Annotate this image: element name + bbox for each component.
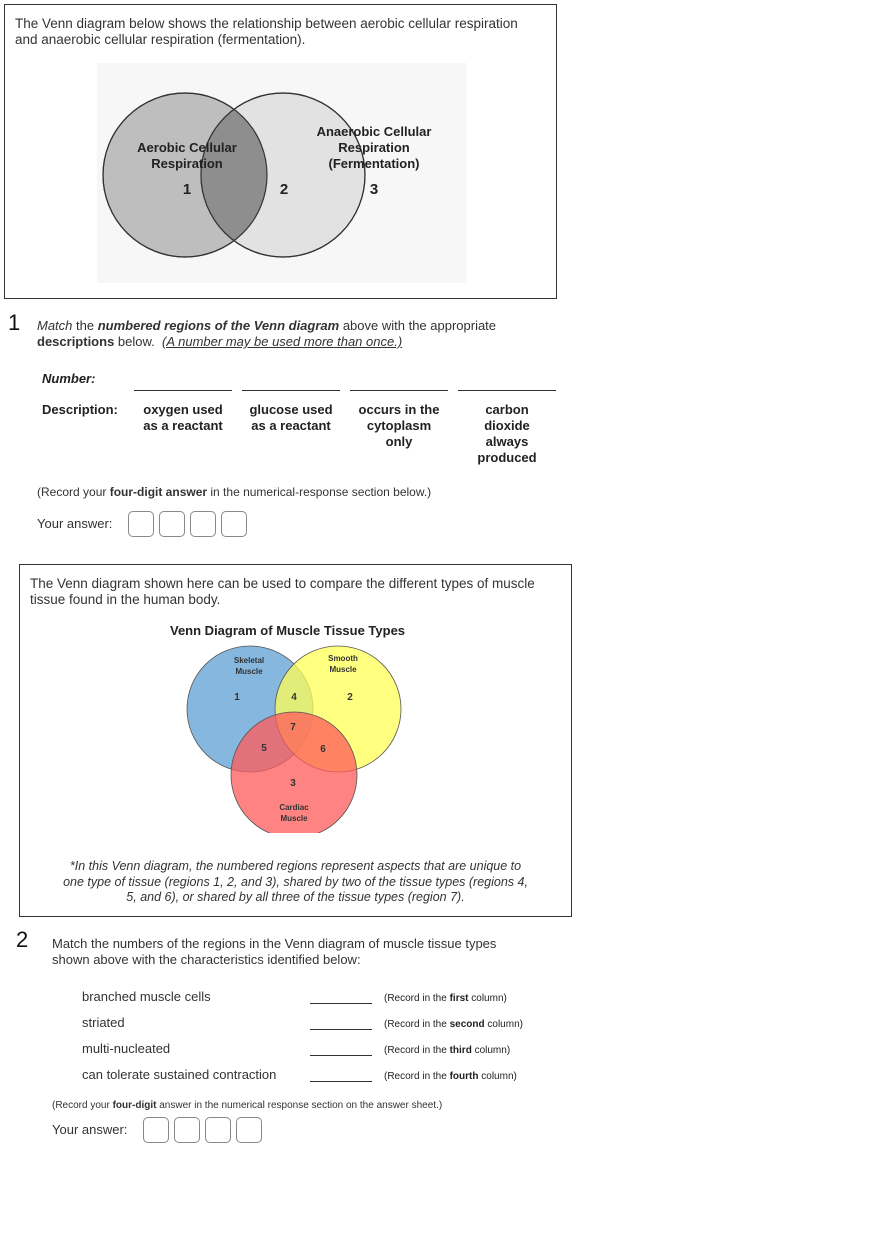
q1-info-box xyxy=(4,4,557,299)
q2-intro-line1: The Venn diagram shown here can be used to compare the different types of muscle xyxy=(30,576,535,591)
q2-row-1-note-post: column) xyxy=(468,993,507,1004)
q2-row-4-note xyxy=(384,1071,517,1082)
q1-intro-line1: The Venn diagram below shows the relationship between aerobic cellular respiration xyxy=(15,16,518,31)
q1-description-label: Description: xyxy=(42,402,118,417)
q2-row-2-label: striated xyxy=(82,1015,125,1030)
q2-row-3-note xyxy=(384,1045,510,1056)
q1-reuse-note: (A number may be used more than once.) xyxy=(162,334,403,349)
venn2-footnote xyxy=(28,859,563,906)
q2-row-2-note xyxy=(384,1019,523,1030)
venn2-cardiac-label-1: Cardiac xyxy=(279,803,309,812)
venn1-right-label-2: Respiration xyxy=(338,140,410,155)
q2-row-1-blank xyxy=(310,1003,372,1004)
q1-description-3 xyxy=(350,402,448,450)
q2-row-3-note-pre: (Record in the xyxy=(384,1045,450,1056)
q2-answer-digit-3[interactable] xyxy=(205,1117,231,1143)
venn2-smooth-label-1: Smooth xyxy=(328,654,358,663)
venn-diagram-muscle xyxy=(180,643,410,833)
venn1-right-label-1: Anaerobic Cellular xyxy=(316,124,432,139)
q2-info-box xyxy=(19,564,572,917)
q2-row-4-label: can tolerate sustained contraction xyxy=(82,1067,277,1082)
q1-desc3-line1: occurs in the xyxy=(358,402,440,417)
q2-intro-line2: tissue found in the human body. xyxy=(30,592,221,607)
q2-row-1-note xyxy=(384,993,507,1004)
q1-answer-digit-3[interactable] xyxy=(190,511,216,537)
q1-blank-3 xyxy=(350,390,448,391)
q1-record-pre: (Record your xyxy=(37,485,110,499)
venn2-note-line1: *In this Venn diagram, the numbered regions represent aspects that are unique to xyxy=(69,859,522,873)
q2-answer-digit-1[interactable] xyxy=(143,1117,169,1143)
q2-row-1-note-bold: first xyxy=(449,993,469,1004)
q2-row-4-note-bold: fourth xyxy=(449,1071,479,1082)
q1-desc1-line1: oxygen used xyxy=(143,402,223,417)
q1-blank-1 xyxy=(134,390,232,391)
q1-blank-4 xyxy=(458,390,556,391)
venn2-smooth-label-2: Muscle xyxy=(329,665,357,674)
q1-the-word: the xyxy=(72,318,98,333)
q1-answer-digit-4[interactable] xyxy=(221,511,247,537)
venn2-skeletal-label-2: Muscle xyxy=(235,667,263,676)
q2-row-2-blank xyxy=(310,1029,372,1030)
q1-intro-text xyxy=(15,16,518,48)
q1-desc4-line1: carbon xyxy=(485,402,529,417)
q2-row-1-label: branched muscle cells xyxy=(82,989,211,1004)
q1-number: 1 xyxy=(8,310,21,335)
venn1-region-3: 3 xyxy=(369,181,379,198)
venn2-region-4: 4 xyxy=(291,692,297,703)
q2-record-instruction xyxy=(52,1100,442,1111)
q2-row-3-note-post: column) xyxy=(471,1045,511,1056)
venn2-region-2: 2 xyxy=(347,692,353,703)
q2-row-3-label: multi-nucleated xyxy=(82,1041,171,1056)
q2-answer-digit-2[interactable] xyxy=(174,1117,200,1143)
q2-answer-digit-4[interactable] xyxy=(236,1117,262,1143)
venn-diagram-respiration xyxy=(97,63,467,283)
q2-row-2-note-pre: (Record in the xyxy=(384,1019,450,1030)
q2-row-2-note-post: column) xyxy=(484,1019,523,1030)
q2-record-bold: four-digit xyxy=(112,1100,157,1111)
venn2-region-6: 6 xyxy=(320,744,326,755)
q2-number: 2 xyxy=(16,927,29,952)
q2-intro-text xyxy=(30,576,535,608)
q2-record-post: answer in the numerical response section on the answer sheet.) xyxy=(156,1100,443,1111)
q1-description-4 xyxy=(458,402,556,466)
venn1-left-label-1: Aerobic Cellular xyxy=(137,140,237,155)
q2-prompt-line2: shown above with the characteristics identified below: xyxy=(52,952,361,967)
q1-desc1-line2: as a reactant xyxy=(143,418,223,433)
venn2-region-1: 1 xyxy=(234,692,240,703)
q1-record-instruction xyxy=(37,485,431,499)
q1-intro-line2: and anaerobic cellular respiration (fermentation). xyxy=(15,32,306,47)
q1-your-answer-label: Your answer: xyxy=(37,516,113,531)
q1-descriptions-word: descriptions xyxy=(37,334,115,349)
q1-desc2-line2: as a reactant xyxy=(251,418,331,433)
q2-row-4-note-pre: (Record in the xyxy=(384,1071,450,1082)
q1-number-label: Number: xyxy=(42,371,96,386)
venn2-cardiac-label-2: Muscle xyxy=(280,814,308,823)
venn1-region-1: 1 xyxy=(182,181,192,198)
q2-row-4-blank xyxy=(310,1081,372,1082)
q1-desc3-line2: cytoplasm xyxy=(366,418,432,433)
q2-row-2-note-bold: second xyxy=(449,1019,485,1030)
q1-match-word: Match xyxy=(37,318,73,333)
venn1-right-label-3: (Fermentation) xyxy=(328,156,420,171)
q2-prompt xyxy=(52,936,496,968)
q1-desc3-line3: only xyxy=(385,434,413,449)
q2-row-3-blank xyxy=(310,1055,372,1056)
q2-row-1-note-pre: (Record in the xyxy=(384,993,450,1004)
venn2-region-7: 7 xyxy=(290,722,296,733)
q1-blank-2 xyxy=(242,390,340,391)
q1-below-word: below. xyxy=(114,334,155,349)
q2-row-4-note-post: column) xyxy=(478,1071,517,1082)
q1-description-1 xyxy=(134,402,232,434)
q1-bold-phrase: numbered regions of the Venn diagram xyxy=(97,318,340,333)
q2-your-answer-label: Your answer: xyxy=(52,1122,128,1137)
q1-desc2-line1: glucose used xyxy=(249,402,333,417)
q1-answer-digit-2[interactable] xyxy=(159,511,185,537)
venn2-note-line3: 5, and 6), or shared by all three of the tissue types (region 7). xyxy=(126,890,465,904)
venn2-region-3: 3 xyxy=(290,778,296,789)
q2-row-3-note-bold: third xyxy=(449,1045,472,1056)
venn1-region-2: 2 xyxy=(279,181,289,198)
q1-desc4-line2: dioxide xyxy=(484,418,530,433)
venn2-region-5: 5 xyxy=(261,743,267,754)
q2-record-pre: (Record your xyxy=(52,1100,113,1111)
q1-record-bold: four-digit answer xyxy=(109,485,208,499)
q1-prompt xyxy=(37,318,496,350)
q1-desc4-line3: always xyxy=(485,434,529,449)
venn2-note-line2: one type of tissue (regions 1, 2, and 3), shared by two of the tissue types (regions 4, xyxy=(63,874,528,889)
venn2-title: Venn Diagram of Muscle Tissue Types xyxy=(170,623,406,638)
q1-description-2 xyxy=(242,402,340,434)
venn2-skeletal-label-1: Skeletal xyxy=(233,656,265,665)
q1-desc4-line4: produced xyxy=(477,450,537,465)
q2-prompt-line1: Match the numbers of the regions in the Venn diagram of muscle tissue types xyxy=(52,936,497,951)
q1-prompt-rest: above with the appropriate xyxy=(339,318,497,333)
q1-record-post: in the numerical-response section below.) xyxy=(207,485,432,499)
venn1-left-label-2: Respiration xyxy=(151,156,223,171)
q1-answer-digit-1[interactable] xyxy=(128,511,154,537)
